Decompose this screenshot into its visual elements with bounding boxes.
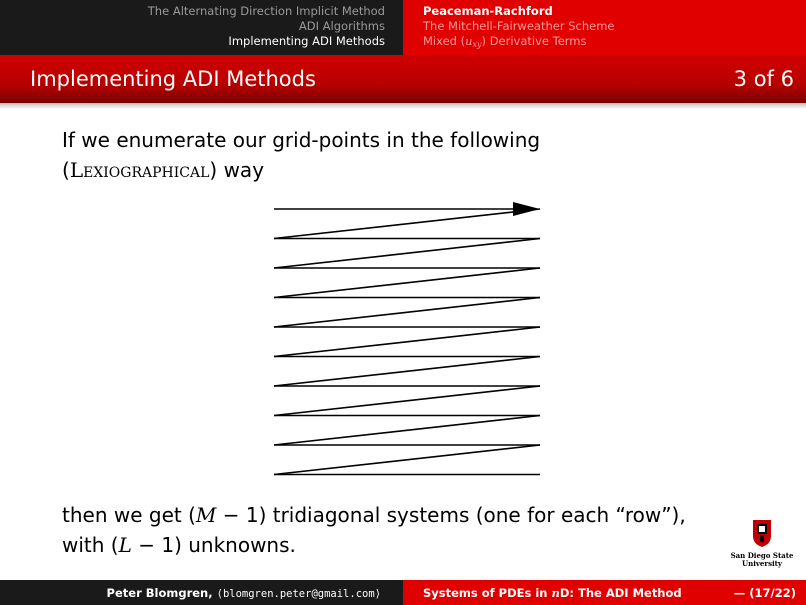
diagonal-line xyxy=(274,357,540,387)
nav-subsection-mitchell-fairweather[interactable]: The Mitchell-Fairweather Scheme xyxy=(423,19,615,33)
frame-title: Implementing ADI Methods xyxy=(30,67,316,91)
nav-section-implementing-adi[interactable]: Implementing ADI Methods xyxy=(228,34,385,48)
conclusion-line-2: with (L − 1) unknowns. xyxy=(62,533,296,557)
intro-line-2: (Lexiographical) way xyxy=(62,158,265,182)
lexicographic-ordering-diagram xyxy=(270,198,545,478)
diagonal-line xyxy=(274,445,540,475)
frame-counter: 3 of 6 xyxy=(733,67,794,91)
footer-author: Peter Blomgren, ⟨blomgren.peter@gmail.com⟩ xyxy=(106,586,381,600)
footer xyxy=(0,580,806,605)
conclusion-paragraph xyxy=(62,500,686,560)
nav-subsection-mixed-derivative[interactable]: Mixed (uxy) Derivative Terms xyxy=(423,34,587,49)
footer-left xyxy=(0,580,403,605)
nav-section-adi-method[interactable]: The Alternating Direction Implicit Method xyxy=(147,4,385,18)
diagonal-line xyxy=(274,209,540,239)
footer-email: ⟨blomgren.peter@gmail.com⟩ xyxy=(216,588,381,600)
diagonal-line xyxy=(274,327,540,357)
logo-line-2: University xyxy=(742,559,782,568)
footer-page-number: — (17/22) xyxy=(733,586,796,600)
intro-paragraph xyxy=(62,125,540,185)
intro-tail: way xyxy=(223,158,265,182)
header-navigation xyxy=(0,0,806,55)
nav-subsection-peaceman-rachford[interactable]: Peaceman-Rachford xyxy=(423,4,553,18)
intro-line-1: If we enumerate our grid-points in the following xyxy=(62,128,541,152)
section-nav xyxy=(0,0,403,55)
diagonal-line xyxy=(274,239,540,269)
nav-section-adi-algorithms[interactable]: ADI Algorithms xyxy=(298,19,385,33)
diagonal-line xyxy=(274,386,540,416)
arrow-right-icon xyxy=(513,202,540,216)
diagonal-line xyxy=(274,416,540,446)
diagonal-line xyxy=(274,268,540,298)
frame-title-bar xyxy=(0,55,806,103)
subsection-nav xyxy=(403,0,806,55)
lexiographical-term: Lexiographical xyxy=(69,158,210,182)
logo-line-1: San Diego State xyxy=(730,551,794,560)
diagonal-line xyxy=(274,298,540,328)
zigzag-lines xyxy=(274,209,540,475)
sdsu-logo xyxy=(727,518,797,578)
sdsu-shield-icon xyxy=(751,518,773,548)
footer-talk-title: Systems of PDEs in nD: The ADI Method xyxy=(423,586,682,600)
title-shadow xyxy=(0,103,806,109)
footer-right xyxy=(403,580,806,605)
conclusion-line-1: then we get (M − 1) tridiagonal systems (one for each “row”), xyxy=(62,503,686,527)
